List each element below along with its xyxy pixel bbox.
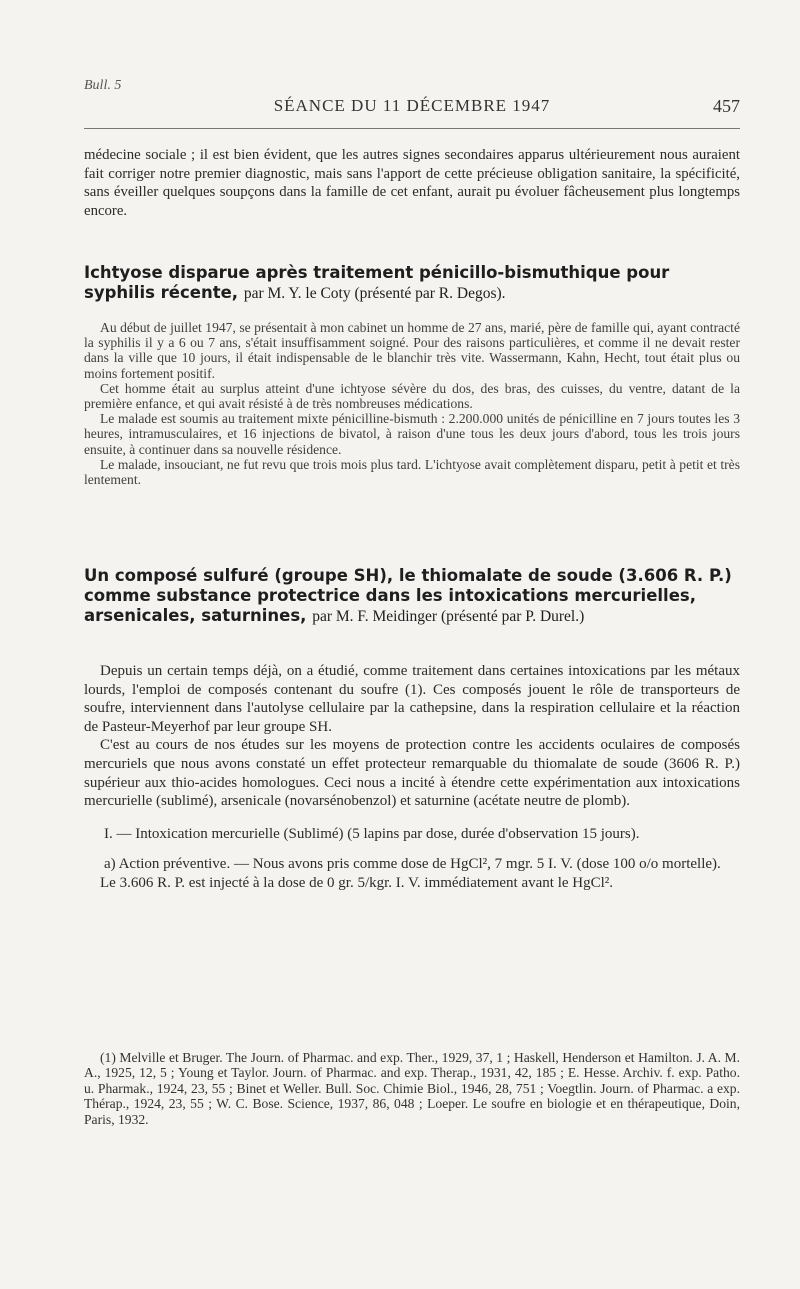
article1-title: Ichtyose disparue après traitement pénicillo-bismuthique pour syphilis récente, <box>84 263 670 302</box>
article2-author: par M. F. Meidinger (présenté par P. Durel.) <box>312 608 585 625</box>
article1-paragraph: Au début de juillet 1947, se présentait à mon cabinet un homme de 27 ans, marié, père de famille qui, ayant contracté la syphilis il y a 6 ou 7 ans, s'était insuffisamment soigné. Pour des raisons particulières, et comme il ne devait rester dans la ville que 10 jours, il était indispensable de le blanchir très vite. Wassermann, Kahn, Hecht, tout était plus ou moins fortement positif. <box>84 320 740 381</box>
article2-title: Un composé sulfuré (groupe SH), le thiomalate de soude (3.606 R. P.) comme substance protectrice dans les intoxications mercurielles, arsenicales, saturnines, <box>84 566 732 625</box>
article2-body <box>84 662 740 893</box>
article2-paragraph: C'est au cours de nos études sur les moyens de protection contre les accidents oculaires de composés mercuriels que nous avons constaté un effet protecteur remarquable du thiomalate de soude (3606 R. P.) supérieur aux thio-acides homologues. Ceci nous a incité à étendre cette expérimentation aux intoxications mercurielle (sublimé), arsenicale (novarsénobenzol) et saturnine (acétate neutre de plomb). <box>84 737 740 810</box>
footnote-text: (1) Melville et Bruger. The Journ. of Pharmac. and exp. Ther., 1929, 37, 1 ; Haskell, Henderson et Hamilton. J. A. M. A., 1925, 12, 5 ; Young et Taylor. Journ. of Pharmac. and exp. Therap., 1931, 42, 185 ; E. Hesse. Archiv. f. exp. Patho. u. Pharmak., 1924, 23, 55 ; Binet et Weller. Bull. Soc. Chimie Biol., 1946, 28, 751 ; Voegtlin. Journ. of Pharmac. a exp. Thérap., 1924, 23, 55 ; W. C. Bose. Science, 1937, 86, 048 ; Loeper. Le soufre en biologie et en thérapeutique, Doin, Paris, 1932. <box>84 1050 740 1127</box>
header-rule <box>84 128 740 129</box>
page-number: 457 <box>713 96 740 116</box>
intro-paragraph-text: médecine sociale ; il est bien évident, que les autres signes secondaires apparus ultérieurement nous auraient fait corriger notre premier diagnostic, mais sans l'apport de cette précieuse obligation sanitaire, la spécificité, sans éveiller quelques soupçons dans la famille de cet enfant, aurait pu évoluer fâcheusement plus longtemps encore. <box>84 147 740 219</box>
article1-paragraph: Le malade, insouciant, ne fut revu que trois mois plus tard. L'ichtyose avait complètement disparu, petit à petit et très lentement. <box>84 456 740 488</box>
article1-heading <box>84 263 740 304</box>
bulletin-number: Bull. 5 <box>84 78 122 93</box>
article1-paragraph: Le malade est soumis au traitement mixte pénicilline-bismuth : 2.200.000 unités de pénicilline en 7 jours toutes les 3 heures, intramusculaires, et 16 injections de bivatol, à raison d'une tous les deux jours d'abord, tous les trois jours ensuite, à continuer dans sa nouvelle résidence. <box>84 411 740 457</box>
intro-paragraph <box>84 146 740 220</box>
running-title: SÉANCE DU 11 DÉCEMBRE 1947 <box>273 96 551 115</box>
article2-heading <box>84 566 740 627</box>
article1-author: par M. Y. le Coty (présenté par R. Degos). <box>243 285 506 302</box>
article1-body <box>84 320 740 487</box>
footnote <box>84 1050 740 1127</box>
article2-section-heading: I. — Intoxication mercurielle (Sublimé) (5 lapins par dose, durée d'observation 15 jours). <box>104 825 640 842</box>
running-header <box>84 96 740 122</box>
article2-paragraph: Depuis un certain temps déjà, on a étudié, comme traitement dans certaines intoxications par les métaux lourds, l'emploi de composés contenant du soufre (1). Ces composés jouent le rôle de transporteurs de soufre, interviennent dans l'autolyse cellulaire par la cathepsine, dans la respiration cellulaire et la réaction de Pasteur-Meyerhof par leur groupe SH. <box>84 663 740 735</box>
article2-paragraph: a) Action préventive. — Nous avons pris comme dose de HgCl², 7 mgr. 5 I. V. (dose 100 o/o mortelle). <box>104 856 721 873</box>
article1-paragraph: Cet homme était au surplus atteint d'une ichtyose sévère du dos, des bras, des cuisses, du ventre, datant de la première enfance, et qui avait résisté à de très nombreuses médications. <box>84 380 740 412</box>
article2-paragraph: Le 3.606 R. P. est injecté à la dose de 0 gr. 5/kgr. I. V. immédiatement avant le HgCl². <box>100 874 614 891</box>
